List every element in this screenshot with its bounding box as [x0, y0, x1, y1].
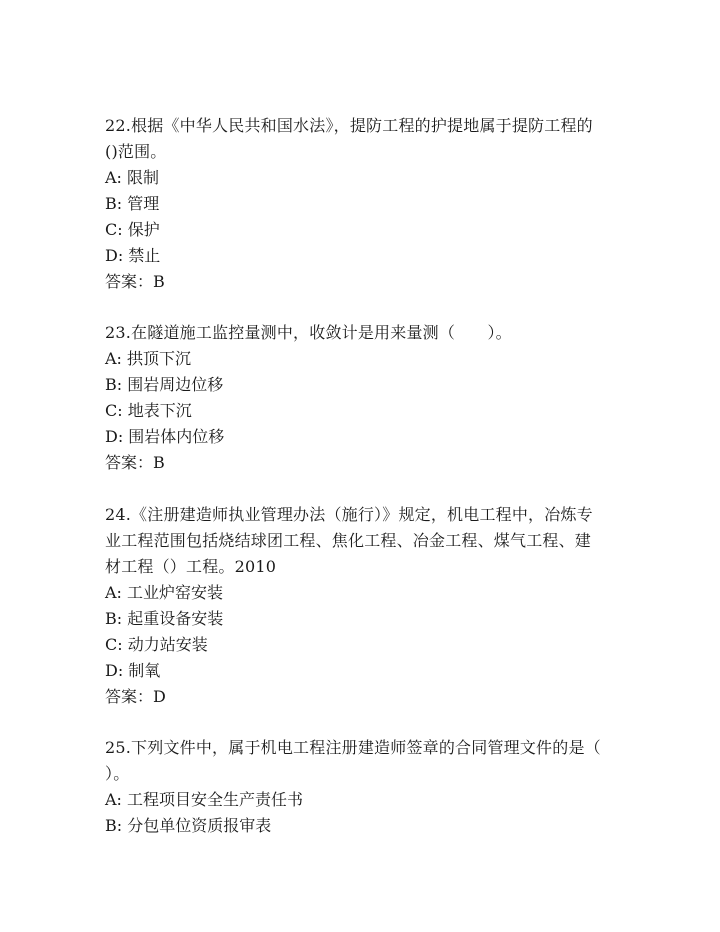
option-a: A: 拱顶下沉	[105, 349, 192, 368]
option-c: C: 动力站安装	[105, 635, 208, 654]
stem-line: ()范围。	[105, 142, 167, 161]
stem-line: 22.根据《中华人民共和国水法》，提防工程的护提地属于提防工程的	[105, 116, 593, 135]
option-c: C: 保护	[105, 220, 160, 239]
stem-line: 材工程（）工程。2010	[105, 557, 277, 576]
option-c: C: 地表下沉	[105, 401, 192, 420]
question-stem	[105, 320, 620, 346]
option-d: D: 制氧	[105, 661, 161, 680]
stem-line: 25.下列文件中，属于机电工程注册建造师签章的合同管理文件的是（	[105, 738, 601, 757]
stem-line: 业工程范围包括烧结球团工程、焦化工程、冶金工程、煤气工程、建	[105, 531, 592, 550]
stem-line: 24.《注册建造师执业管理办法（施行）》规定，机电工程中，冶炼专	[105, 505, 593, 524]
option-a: A: 工业炉窑安装	[105, 583, 224, 602]
option-b: B: 起重设备安装	[105, 609, 224, 628]
question-25	[105, 735, 620, 839]
question-22	[105, 113, 620, 295]
option-d: D: 禁止	[105, 246, 161, 265]
answer: 答案：B	[105, 453, 165, 472]
question-24	[105, 502, 620, 710]
option-b: B: 围岩周边位移	[105, 375, 224, 394]
question-stem	[105, 502, 620, 580]
option-b: B: 分包单位资质报审表	[105, 816, 272, 835]
stem-line: 23.在隧道施工监控量测中，收敛计是用来量测（ ）。	[105, 323, 512, 342]
answer: 答案：D	[105, 687, 166, 706]
question-stem	[105, 113, 620, 165]
question-23	[105, 320, 620, 476]
option-b: B: 管理	[105, 194, 160, 213]
option-d: D: 围岩体内位移	[105, 427, 225, 446]
stem-line: ）。	[105, 764, 130, 783]
question-stem	[105, 735, 620, 787]
answer: 答案：B	[105, 272, 165, 291]
option-a: A: 限制	[105, 168, 160, 187]
option-a: A: 工程项目安全生产责任书	[105, 790, 304, 809]
